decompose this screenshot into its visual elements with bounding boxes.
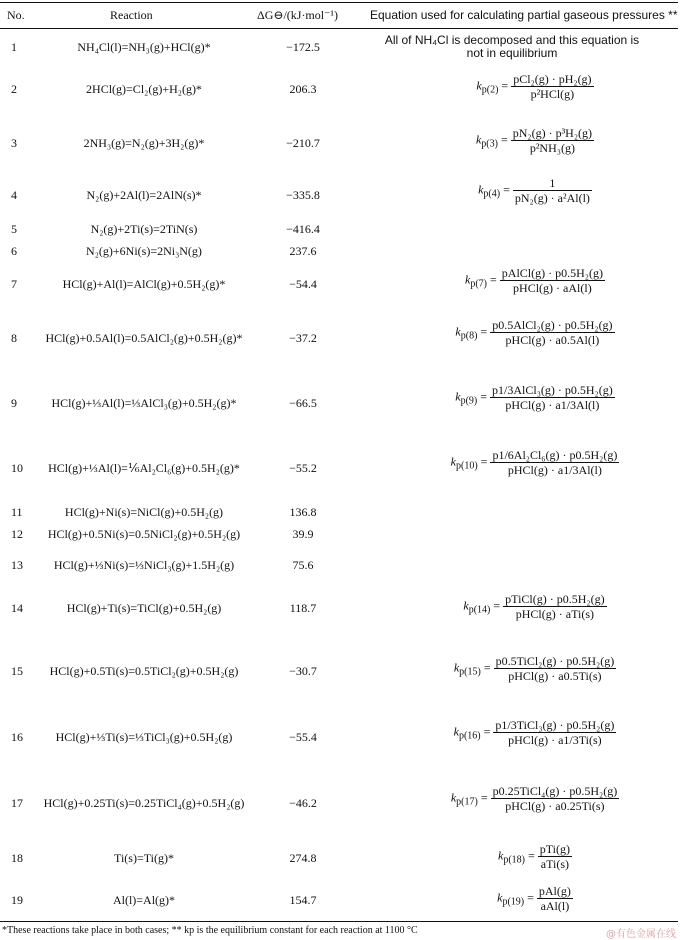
cell-no: 12 <box>11 527 23 541</box>
cell-rx: HCl(g)+0.5Al(l)=0.5AlCl₂(g)+0.5H₂(g)* <box>45 331 243 345</box>
k-subscript: p(8) <box>460 330 478 342</box>
k-subscript: p(10) <box>456 460 478 472</box>
numerator: p1/6Al₂Cl₆(g) · p0.5H₂(g) <box>492 448 618 462</box>
fraction <box>494 654 617 683</box>
fraction <box>490 318 614 347</box>
denominator: aTi(s) <box>540 857 569 871</box>
fraction <box>503 592 606 621</box>
cell-rx: Ti(s)=Ti(g)* <box>114 851 174 865</box>
cell-dg: 237.6 <box>289 244 317 258</box>
bottom-rule <box>0 921 678 922</box>
equation-e9: $k_{p(9)}$ = $\frac{\text{p1/3AlCl₃(g) · p0.5H₂(g)}}{\text{pHCl(g) · a1/3Al(l)}}$ <box>455 383 613 412</box>
cell-dg: −55.2 <box>289 461 317 475</box>
numerator: pAlCl(g) · p0.5H₂(g) <box>501 266 603 280</box>
cell-no: 7 <box>11 277 17 291</box>
cell-no: 19 <box>11 893 23 907</box>
cell-rx: 2HCl(g)=Cl₂(g)+H₂(g)* <box>86 82 202 96</box>
cell-no: 5 <box>11 222 17 236</box>
k-subscript: p(14) <box>468 604 491 616</box>
numerator: pTiCl(g) · p0.5H₂(g) <box>505 592 605 606</box>
k-subscript: p(9) <box>460 395 478 407</box>
equation-e16: $k_{p(16)}$ = $\frac{\text{p1/3TiCl₃(g) · p0.5H₂(g)}}{\text{pHCl(g) · a1/3Ti(s)}}$ <box>453 718 615 747</box>
numerator: p0.5AlCl₂(g) · p0.5H₂(g) <box>492 318 613 332</box>
k-subscript: p(3) <box>481 138 498 150</box>
k-symbol: k <box>475 132 482 147</box>
cell-dg: 39.9 <box>292 527 314 541</box>
cell-dg: 206.3 <box>289 82 317 96</box>
cell-rx: HCl(g)+Al(l)=AlCl(g)+0.5H₂(g)* <box>62 277 226 291</box>
watermark: @有色金属在线 <box>606 929 676 940</box>
cell-rx: N₂(g)+6Ni(s)=2Ni₃N(g) <box>86 244 202 258</box>
numerator: p1/3AlCl₃(g) · p0.5H₂(g) <box>492 383 613 397</box>
equation-e4: $k_{p(4)}$ = $\frac{1}{\text{pN₂(g) · a²Al(l)}}$ <box>478 176 590 205</box>
k-symbol: k <box>450 454 456 469</box>
fraction <box>500 266 605 295</box>
cell-no: 16 <box>11 730 23 744</box>
cell-rx: HCl(g)+Ti(s)=TiCl(g)+0.5H₂(g) <box>66 601 222 615</box>
cell-dg: 274.8 <box>289 851 317 865</box>
cell-dg: −55.4 <box>289 730 317 744</box>
numerator: pAl(g) <box>538 884 571 898</box>
cell-no: 14 <box>11 601 23 615</box>
fraction <box>537 884 573 913</box>
cell-dg: −37.2 <box>289 331 317 345</box>
cell-rx: NH₄Cl(l)=NH₃(g)+HCl(g)* <box>77 40 211 54</box>
cell-dg: −335.8 <box>286 188 320 202</box>
cell-rx: N₂(g)+2Al(l)=2AlN(s)* <box>86 188 202 202</box>
denominator: pHCl(g) · a1/3Ti(s) <box>508 733 602 747</box>
cell-no: 15 <box>11 664 23 678</box>
k-symbol: k <box>463 598 469 613</box>
equation-e17: $k_{p(17)}$ = $\frac{\text{p0.25TiCl₄(g) · p0.5H₂(g)}}{\text{pHCl(g) · a0.25Ti(s)}}$ <box>450 784 618 813</box>
cell-rx: HCl(g)+Ni(s)=NiCl(g)+0.5H₂(g) <box>64 505 224 519</box>
fraction <box>493 718 616 747</box>
cell-no: 4 <box>11 188 17 202</box>
header-reaction: Reaction <box>110 8 153 22</box>
denominator: p²HCl(g) <box>530 87 575 101</box>
cell-no: 1 <box>11 40 17 54</box>
cell-dg: −416.4 <box>286 222 320 236</box>
fraction <box>513 176 592 205</box>
denominator: p²NH₃(g) <box>529 141 575 155</box>
numerator: p0.5TiCl₂(g) · p0.5H₂(g) <box>495 654 615 668</box>
cell-rx: Al(l)=Al(g)* <box>112 893 176 907</box>
cell-rx: HCl(g)+⅓Ni(s)=⅓NiCl₃(g)+1.5H₂(g) <box>53 558 235 572</box>
fraction <box>491 784 620 813</box>
cell-rx: HCl(g)+0.25Ti(s)=0.25TiCl₄(g)+0.5H₂(g) <box>43 796 245 810</box>
cell-rx: 2NH₃(g)=N₂(g)+3H₂(g)* <box>83 136 205 150</box>
cell-dg: −66.5 <box>289 396 317 410</box>
cell-no: 18 <box>11 851 23 865</box>
k-subscript: p(2) <box>481 84 499 96</box>
k-symbol: k <box>497 848 504 863</box>
cell-dg: 136.8 <box>289 505 317 519</box>
numerator: pCl₂(g) · pH₂(g) <box>513 72 592 86</box>
equation-e15: $k_{p(15)}$ = $\frac{\text{p0.5TiCl₂(g) · p0.5H₂(g)}}{\text{pHCl(g) · a0.5Ti(s)}}$ <box>453 654 615 683</box>
equation-e14: $k_{p(14)}$ = $\frac{\text{pTiCl(g) · p0.5H₂(g)}}{\text{pHCl(g) · aTi(s)}}$ <box>463 592 605 621</box>
equation-e3: $k_{p(3)}$ = $\frac{\text{pN₂(g) · p³H₂(g)}}{\text{p²NH₃(g)}}$ <box>475 126 593 155</box>
cell-rx: N₂(g)+2Ti(s)=2TiN(s) <box>90 222 198 236</box>
equation-e19: $k_{p(19)}$ = $\frac{\text{pAl(g)}}{\text{aAl(l)}}$ <box>497 884 571 913</box>
k-subscript: p(17) <box>456 796 478 808</box>
cell-dg: 154.7 <box>289 893 317 907</box>
numerator: 1 <box>513 176 592 191</box>
denominator: pHCl(g) · a0.5Ti(s) <box>508 669 602 683</box>
k-symbol: k <box>455 389 461 404</box>
cell-rx: HCl(g)+0.5Ti(s)=0.5TiCl₂(g)+0.5H₂(g) <box>49 664 239 678</box>
k-symbol: k <box>497 890 503 905</box>
k-subscript: p(15) <box>459 666 481 678</box>
denominator: pN₂(g) · a²Al(l) <box>514 191 590 205</box>
cell-rx: HCl(g)+⅓Al(l)=⅓AlCl₃(g)+0.5H₂(g)* <box>51 396 237 410</box>
denominator: pHCl(g) · a1/3Al(l) <box>505 398 600 412</box>
cell-rx: HCl(g)+⅓Al(l)=⅙Al₂Cl₆(g)+0.5H₂(g)* <box>48 461 240 475</box>
fraction <box>490 448 619 477</box>
denominator: pHCl(g) · a0.25Ti(s) <box>505 799 605 813</box>
cell-no: 11 <box>11 505 23 519</box>
cell-dg: −210.7 <box>286 136 320 150</box>
numerator: p1/3TiCl₃(g) · p0.5H₂(g) <box>495 718 615 732</box>
cell-dg: 75.6 <box>292 558 314 572</box>
k-subscript: p(18) <box>503 854 525 866</box>
k-symbol: k <box>453 660 460 675</box>
cell-no: 8 <box>11 331 17 345</box>
denominator: pHCl(g) · aAl(l) <box>513 281 592 295</box>
k-symbol: k <box>465 272 471 287</box>
denominator: aAl(l) <box>540 899 570 913</box>
k-symbol: k <box>453 724 459 739</box>
equation-e8: $k_{p(8)}$ = $\frac{\text{p0.5AlCl₂(g) · p0.5H₂(g)}}{\text{pHCl(g) · a0.5Al(l)}}$ <box>455 318 613 347</box>
k-subscript: p(16) <box>458 730 481 742</box>
cell-dg: −30.7 <box>289 664 317 678</box>
numerator: p0.25TiCl₄(g) · p0.5H₂(g) <box>492 784 618 798</box>
cell-dg: −46.2 <box>289 796 317 810</box>
numerator: pN₂(g) · p³H₂(g) <box>512 126 593 140</box>
equation-note: All of NH₄Cl is decomposed and this equation is not in equilibrium <box>384 33 640 60</box>
denominator: pHCl(g) · a1/3Al(l) <box>507 463 602 477</box>
cell-no: 9 <box>11 396 17 410</box>
cell-no: 2 <box>11 82 17 96</box>
footnote: *These reactions take place in both cases; ** kp is the equilibrium constant for each reaction at 1100 °C <box>2 925 418 936</box>
equation-e7: $k_{p(7)}$ = $\frac{\text{pAlCl(g) · p0.5H₂(g)}}{\text{pHCl(g) · aAl(l)}}$ <box>465 266 603 295</box>
numerator: pTi(g) <box>539 842 570 856</box>
cell-no: 13 <box>11 558 23 572</box>
k-symbol: k <box>478 182 484 197</box>
header-no: No. <box>7 8 25 22</box>
denominator: pHCl(g) · aTi(s) <box>515 607 594 621</box>
cell-rx: HCl(g)+0.5Ni(s)=0.5NiCl₂(g)+0.5H₂(g) <box>47 527 241 541</box>
cell-rx: HCl(g)+⅓Ti(s)=⅓TiCl₃(g)+0.5H₂(g) <box>55 730 233 744</box>
top-rule <box>0 2 678 3</box>
k-symbol: k <box>450 790 457 805</box>
cell-no: 6 <box>11 244 17 258</box>
fraction <box>511 72 593 101</box>
fraction <box>538 842 572 871</box>
cell-dg: 118.7 <box>289 601 317 615</box>
header-dg: ΔG⊖/(kJ·mol⁻¹) <box>257 8 339 22</box>
header-rule <box>0 28 678 29</box>
equation-e18: $k_{p(18)}$ = $\frac{\text{pTi(g)}}{\text{aTi(s)}}$ <box>497 842 570 871</box>
fraction <box>511 126 594 155</box>
equation-e2: $k_{p(2)}$ = $\frac{\text{pCl₂(g) · pH₂(g)}}{\text{p²HCl(g)}}$ <box>476 72 592 101</box>
k-symbol: k <box>455 324 461 339</box>
denominator: pHCl(g) · a0.5Al(l) <box>505 333 600 347</box>
header-equation: Equation used for calculating partial gaseous pressures ** <box>370 8 678 22</box>
k-symbol: k <box>476 78 482 93</box>
cell-no: 3 <box>11 136 17 150</box>
cell-dg: −54.4 <box>289 277 317 291</box>
fraction <box>490 383 615 412</box>
k-subscript: p(19) <box>502 896 525 908</box>
cell-no: 17 <box>11 796 23 810</box>
equation-e10: $k_{p(10)}$ = $\frac{\text{p1/6Al₂Cl₆(g) · p0.5H₂(g)}}{\text{pHCl(g) · a1/3Al(l)}}$ <box>450 448 618 477</box>
k-subscript: p(4) <box>483 188 501 200</box>
cell-dg: −172.5 <box>286 40 320 54</box>
cell-no: 10 <box>11 461 23 475</box>
k-subscript: p(7) <box>470 278 488 290</box>
